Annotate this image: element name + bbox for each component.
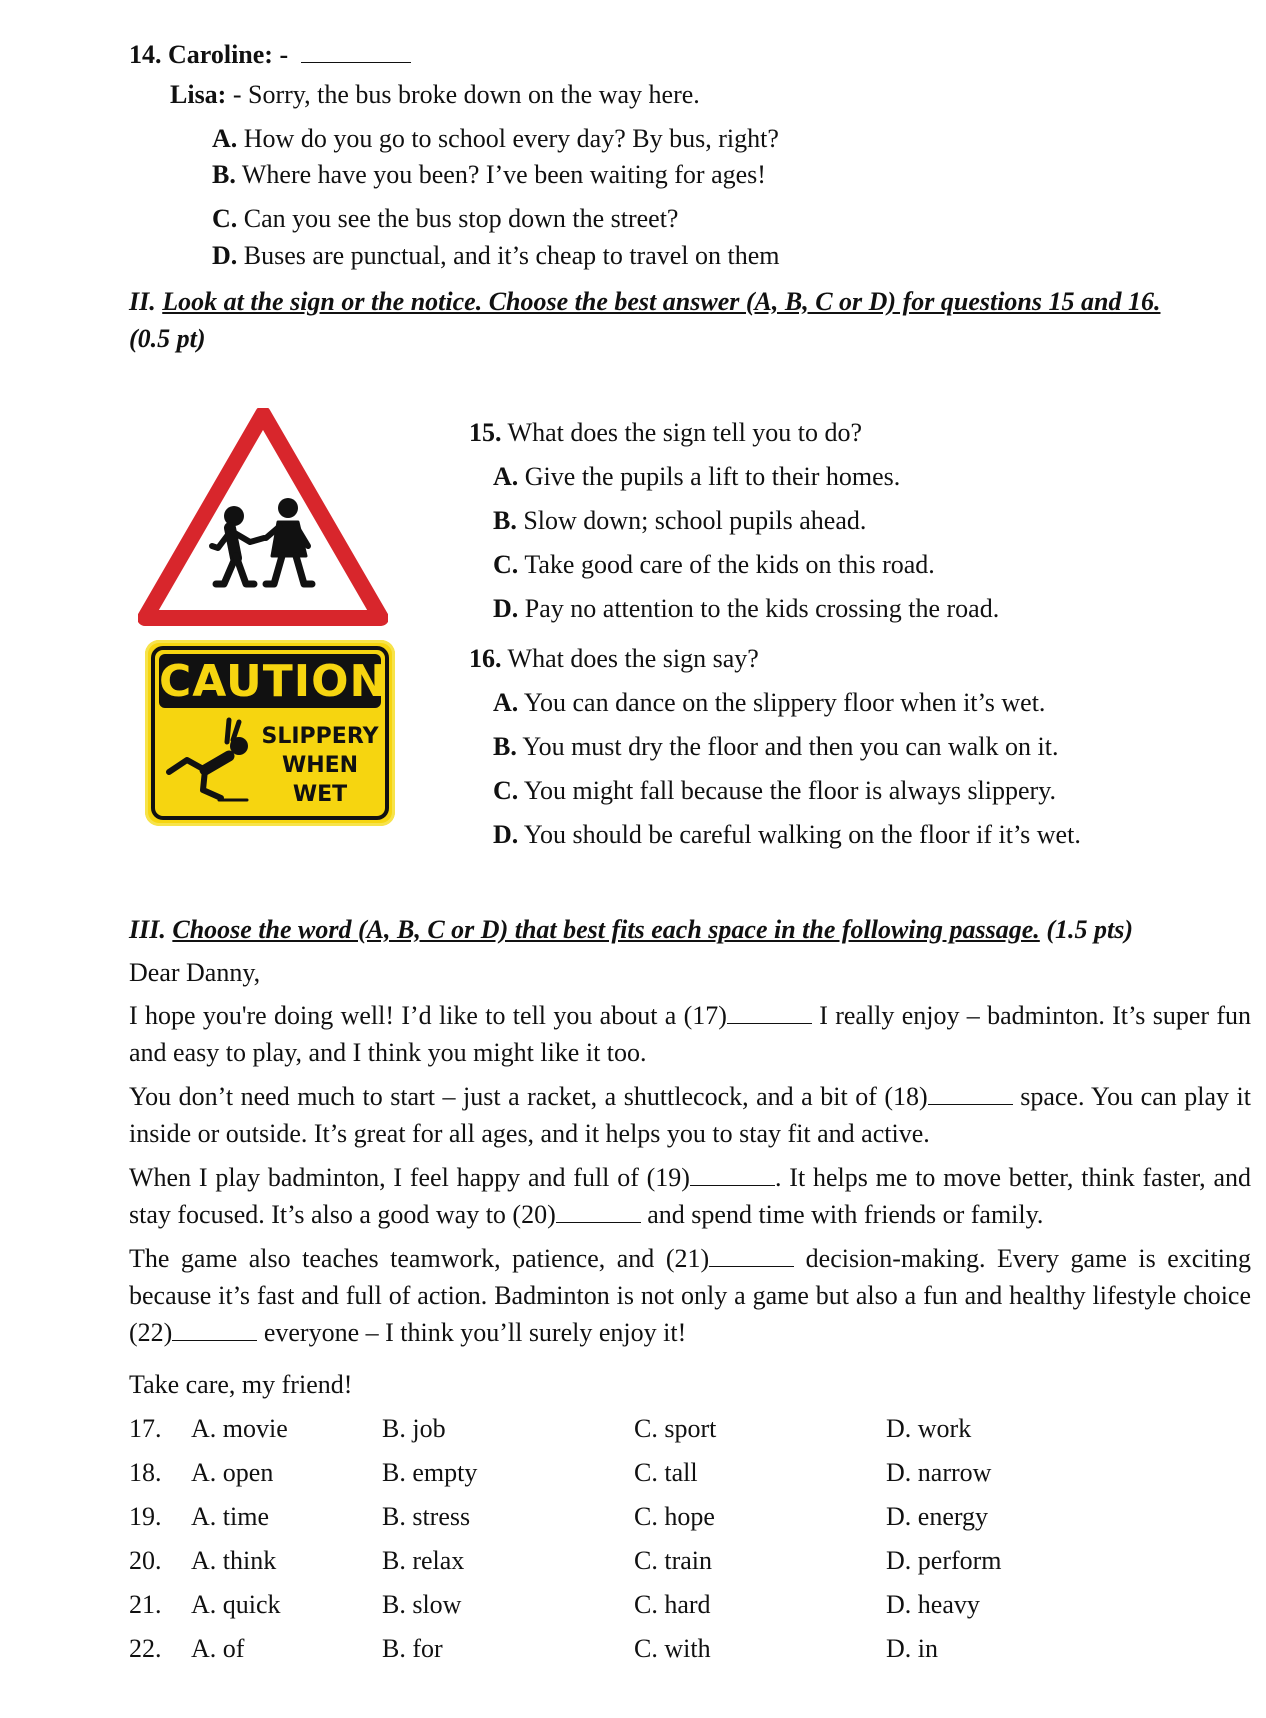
answer-option-a[interactable]: A. of	[191, 1634, 245, 1663]
paragraph-text: everyone – I think you’ll surely enjoy it!	[257, 1318, 687, 1347]
answer-option-b[interactable]: B. empty	[382, 1458, 478, 1487]
option-text: You should be careful walking on the floor if it’s wet.	[523, 820, 1081, 849]
paragraph-text: You don’t need much to start – just a racket, a shuttlecock, and a bit of (18)	[129, 1082, 928, 1111]
answer-option-c[interactable]: C. tall	[634, 1458, 698, 1487]
answer-option-d[interactable]: D. energy	[886, 1502, 989, 1531]
paragraph-text: The game also teaches teamwork, patience, and (21)	[129, 1244, 710, 1273]
answer-option-d[interactable]: D. heavy	[886, 1590, 980, 1619]
answer-option-c[interactable]: C. with	[634, 1634, 711, 1663]
answer-option-b[interactable]: B. slow	[382, 1590, 462, 1619]
q14-option-a[interactable]	[212, 124, 779, 154]
paragraph-text: and spend time with friends or family.	[640, 1200, 1044, 1229]
letter-greeting: Dear Danny,	[129, 958, 261, 987]
q15-option-b[interactable]	[493, 506, 866, 536]
paragraph-text: I hope you're doing well! I’d like to tell you about a (17)	[129, 1001, 727, 1030]
paragraph-text: space. You can play it inside or outside. It’s great for all ages, and it helps you to stay fit and active.	[129, 1082, 1251, 1148]
option-text: Where have you been? I’ve been waiting for ages!	[241, 160, 766, 189]
answer-option-c[interactable]: C. hard	[634, 1590, 711, 1619]
option-text: How do you go to school every day? By bus, right?	[243, 124, 779, 153]
option-text: Give the pupils a lift to their homes.	[524, 462, 901, 491]
blank-22[interactable]	[172, 1314, 257, 1341]
option-letter: B.	[212, 160, 236, 189]
option-text: Take good care of the kids on this road.	[524, 550, 935, 579]
answer-number: 20.	[129, 1546, 162, 1575]
option-letter: A.	[212, 124, 238, 153]
option-text: You must dry the floor and then you can walk on it.	[522, 732, 1059, 761]
option-letter: C.	[212, 204, 238, 233]
option-text: Can you see the bus stop down the street?	[243, 204, 679, 233]
option-letter: C.	[493, 550, 519, 579]
q14-lisa-line	[170, 80, 700, 110]
q16-option-b[interactable]	[493, 732, 1058, 762]
answer-number: 19.	[129, 1502, 162, 1531]
answer-option-b[interactable]: B. for	[382, 1634, 443, 1663]
option-text: Pay no attention to the kids crossing the road.	[524, 594, 1000, 623]
answer-option-d[interactable]: D. in	[886, 1634, 938, 1663]
q14-lisa-label: Lisa:	[170, 80, 227, 109]
answer-option-a[interactable]: A. time	[191, 1502, 269, 1531]
option-text: Buses are punctual, and it’s cheap to travel on them	[243, 241, 780, 270]
q15-option-d[interactable]	[493, 594, 999, 624]
answer-number: 22.	[129, 1634, 162, 1663]
section-3-instruction: Choose the word (A, B, C or D) that best fits each space in the following passage.	[172, 915, 1040, 944]
children-crossing-sign	[138, 408, 388, 628]
paragraph-text: . It helps me to move better, think faster, and stay focused. It’s also a good way to (20)	[129, 1163, 1252, 1229]
answer-option-d[interactable]: D. perform	[886, 1546, 1002, 1575]
q16-option-a[interactable]	[493, 688, 1045, 718]
answer-number: 18.	[129, 1458, 162, 1487]
q14-lisa-text: - Sorry, the bus broke down on the way here.	[232, 80, 700, 109]
q15-option-a[interactable]	[493, 462, 900, 492]
answer-option-a[interactable]: A. think	[191, 1546, 277, 1575]
answer-number: 17.	[129, 1414, 162, 1443]
answer-option-c[interactable]: C. sport	[634, 1414, 717, 1443]
letter-closing: Take care, my friend!	[129, 1370, 353, 1399]
q14-prompt	[129, 36, 411, 70]
letter-paragraph-1	[129, 997, 1251, 1071]
q15-question	[469, 418, 862, 448]
answer-option-d[interactable]: D. work	[886, 1414, 972, 1443]
answer-option-c[interactable]: C. hope	[634, 1502, 715, 1531]
section-2-points: (0.5 pt)	[129, 324, 206, 353]
answer-option-a[interactable]: A. open	[191, 1458, 274, 1487]
answer-option-d[interactable]: D. narrow	[886, 1458, 992, 1487]
slipping-person-icon	[159, 716, 259, 806]
paragraph-text: When I play badminton, I feel happy and full of (19)	[129, 1163, 690, 1192]
q16-number: 16.	[469, 644, 502, 673]
paragraph-text: decision-making. Every game is exciting because it’s fast and full of action. Badminton is not only a game but also a fun and healthy lifestyle choice (22)	[129, 1244, 1251, 1347]
option-letter: A.	[493, 462, 519, 491]
blank-21[interactable]	[709, 1240, 794, 1267]
q16-question	[469, 644, 759, 674]
q14-option-c[interactable]	[212, 204, 678, 234]
letter-paragraph-3	[129, 1159, 1251, 1233]
q15-text: What does the sign tell you to do?	[507, 418, 863, 447]
section-2-numeral: II.	[129, 287, 156, 316]
caution-slippery-sign	[145, 640, 395, 826]
section-3-points: (1.5 pts)	[1046, 915, 1133, 944]
answer-option-c[interactable]: C. train	[634, 1546, 712, 1575]
q16-option-d[interactable]	[493, 820, 1081, 850]
blank-20[interactable]	[556, 1196, 641, 1223]
letter-paragraph-4	[129, 1240, 1251, 1351]
section-3-heading	[129, 915, 1133, 945]
caution-title: CAUTION	[159, 656, 388, 707]
warning-triangle-icon	[145, 414, 381, 618]
option-text: Slow down; school pupils ahead.	[523, 506, 867, 535]
option-letter: B.	[493, 732, 517, 761]
q14-blank	[301, 36, 411, 63]
q14-label: 14. Caroline: -	[129, 40, 289, 69]
q16-option-c[interactable]	[493, 776, 1056, 806]
caution-line-1: SLIPPERY	[261, 724, 379, 749]
q15-option-c[interactable]	[493, 550, 935, 580]
option-letter: D.	[493, 820, 519, 849]
option-text: You might fall because the floor is always slippery.	[523, 776, 1057, 805]
q14-option-d[interactable]	[212, 241, 780, 271]
section-3-numeral: III.	[129, 915, 166, 944]
q15-number: 15.	[469, 418, 502, 447]
answer-option-b[interactable]: B. job	[382, 1414, 446, 1443]
letter-paragraph-2	[129, 1078, 1251, 1152]
caution-border	[151, 646, 389, 820]
answer-option-b[interactable]: B. stress	[382, 1502, 471, 1531]
answer-option-a[interactable]: A. quick	[191, 1590, 281, 1619]
blank-18[interactable]	[928, 1078, 1013, 1105]
answer-option-b[interactable]: B. relax	[382, 1546, 465, 1575]
answer-option-a[interactable]: A. movie	[191, 1414, 288, 1443]
option-letter: D.	[493, 594, 519, 623]
option-letter: A.	[493, 688, 519, 717]
option-text: You can dance on the slippery floor when it’s wet.	[523, 688, 1046, 717]
caution-line-2: WHEN	[281, 753, 359, 778]
q14-option-b[interactable]	[212, 160, 766, 190]
blank-19[interactable]	[690, 1159, 775, 1186]
section-2-heading	[129, 287, 1160, 317]
option-letter: B.	[493, 506, 517, 535]
option-letter: C.	[493, 776, 519, 805]
option-letter: D.	[212, 241, 238, 270]
section-2-instruction: Look at the sign or the notice. Choose the best answer (A, B, C or D) for questions 15 and 16.	[162, 287, 1161, 316]
answer-number: 21.	[129, 1590, 162, 1619]
caution-line-3: WET	[292, 782, 348, 807]
caution-message	[260, 722, 380, 809]
paragraph-text: I really enjoy – badminton. It’s super fun and easy to play, and I think you might like it too.	[129, 1001, 1251, 1067]
blank-17[interactable]	[727, 997, 812, 1024]
q16-text: What does the sign say?	[507, 644, 759, 673]
